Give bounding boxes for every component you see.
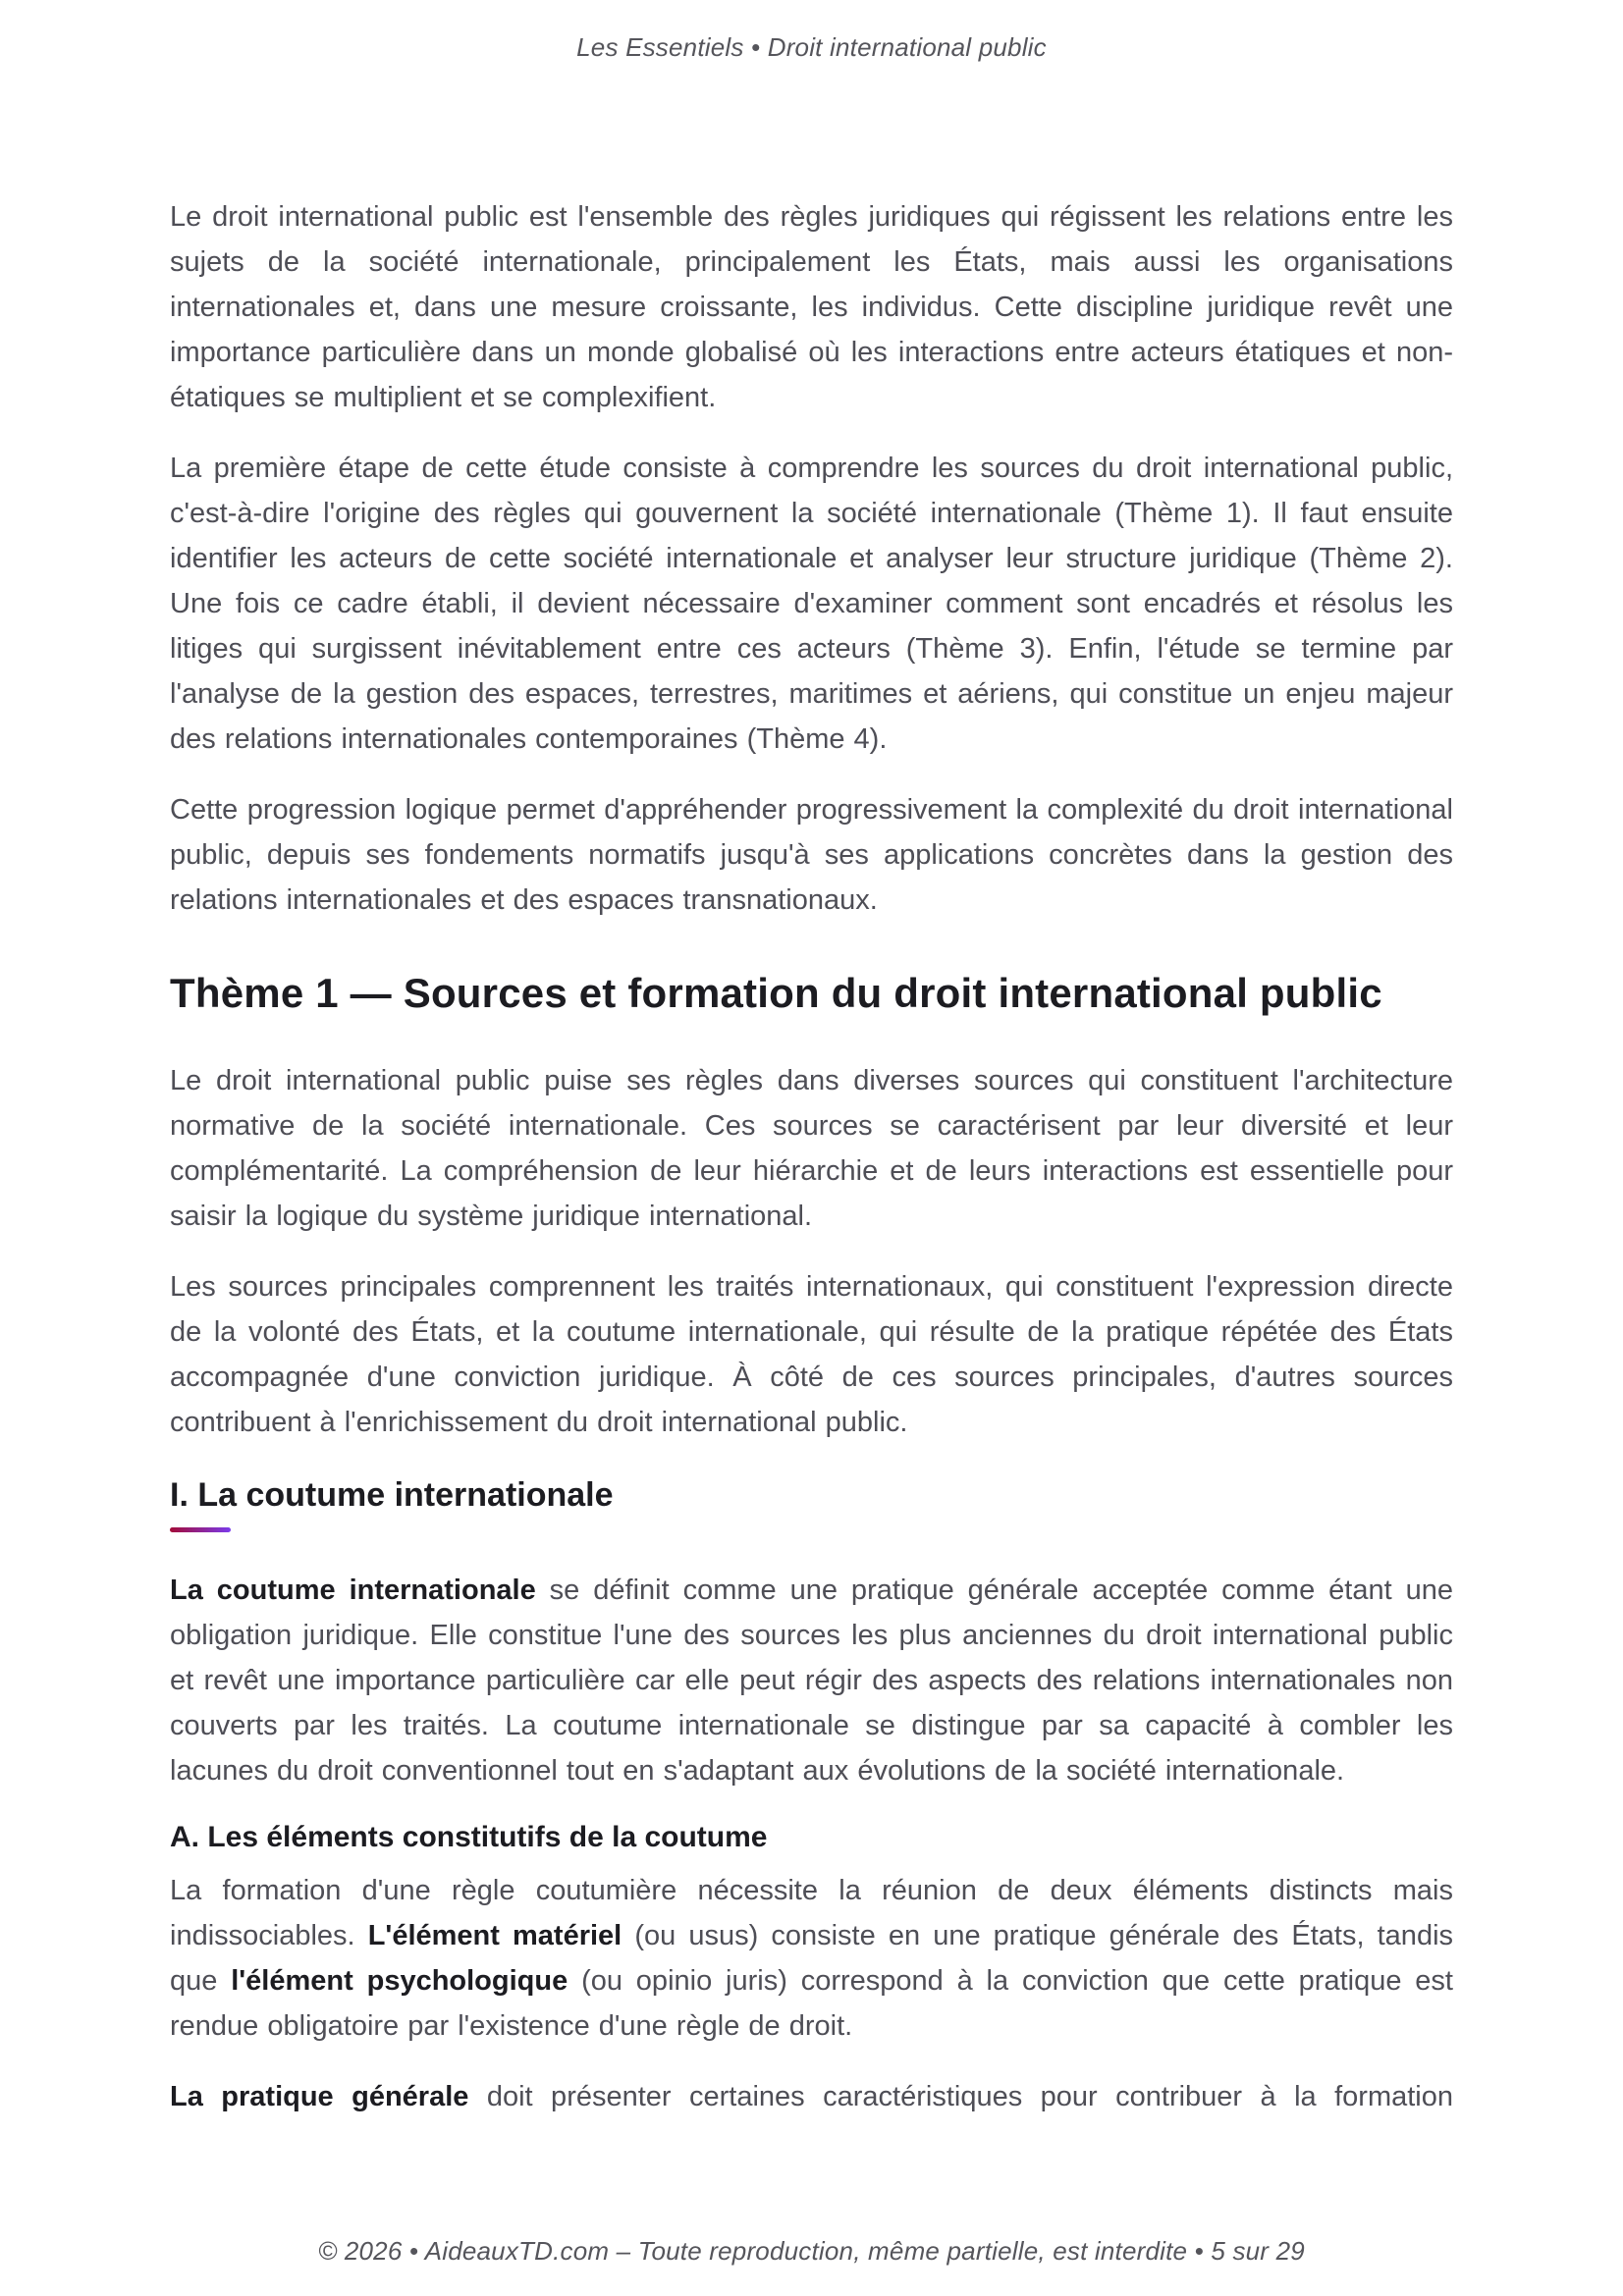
bold-text-segment: La pratique générale — [170, 2081, 469, 2112]
text-segment: (ou usus) consiste en une pratique générale des États, tandis que — [170, 1920, 1454, 1997]
theme-intro-paragraph-1 — [170, 1058, 1453, 1239]
text-segment: (ou opinio juris) correspond à la conviction que cette pratique est rendue obligatoire par l'existence d'une règle de droit. — [170, 1965, 1453, 2042]
text-segment: La formation d'une règle coutumière nécessite la réunion de deux éléments distincts mais indissociables. — [170, 1875, 1453, 1951]
subsection-a-heading: A. Les éléments constitutifs de la coutume — [170, 1821, 768, 1853]
heading-accent-underline — [170, 1527, 231, 1532]
elements-constitutifs-paragraph — [170, 1868, 1453, 2049]
coutume-definition-paragraph — [170, 1568, 1453, 1793]
page-footer: © 2026 • AideauxTD.com – Toute reproduction, même partielle, est interdite • 5 sur 29 — [318, 2236, 1305, 2266]
pratique-generale-paragraph — [170, 2074, 1453, 2119]
running-header: Les Essentiels • Droit international public — [576, 32, 1047, 62]
theme-intro-paragraph-2 — [170, 1264, 1453, 1445]
intro-paragraph-1 — [170, 194, 1453, 420]
theme-1-heading: Thème 1 — Sources et formation du droit international public — [170, 970, 1382, 1016]
text-segment: Cette progression logique permet d'appréhender progressivement la complexité du droit international public, depuis ses fondements normatifs jusqu'à ses applications concrètes dans la gestion des relations internationales et des espaces transnationaux. — [170, 794, 1453, 916]
bold-text-segment: La coutume internationale — [170, 1575, 536, 1606]
text-segment: Le droit international public puise ses règles dans diverses sources qui constituent l'architecture normative de la société internationale. Ces sources se caractérisent par leur diversité et leur complémentarité. La compréhension de leur hiérarchie et de leurs interactions est essentielle pour saisir la logique du système juridique international. — [170, 1065, 1453, 1232]
text-segment: Les sources principales comprennent les traités internationaux, qui constituent l'expression directe de la volonté des États, et la coutume internationale, qui résulte de la pratique répétée des États accompagnée d'une conviction juridique. À côté de ces sources principales, d'autres sources contribuent à l'enrichissement du droit international public. — [170, 1271, 1453, 1438]
bold-text-segment: L'élément matériel — [367, 1920, 622, 1951]
text-segment: doit présenter certaines caractéristiques pour contribuer à la formation — [468, 2081, 1453, 2112]
text-segment: Le droit international public est l'ensemble des règles juridiques qui régissent les relations entre les sujets de la société internationale, principalement les États, mais aussi les organisations internationales et, dans une mesure croissante, les individus. Cette discipline juridique revêt une importance particulière dans un monde globalisé où les interactions entre acteurs étatiques et non-étatiques se multiplient et se complexifient. — [170, 201, 1453, 413]
text-segment: La première étape de cette étude consiste à comprendre les sources du droit international public, c'est-à-dire l'origine des règles qui gouvernent la société internationale (Thème 1). Il faut ensuite identifier les acteurs de cette société internationale et analyser leur structure juridique (Thème 2). Une fois ce cadre établi, il devient nécessaire d'examiner comment sont encadrés et résolus les litiges qui surgissent inévitablement entre ces acteurs (Thème 3). Enfin, l'étude se termine par l'analyse de la gestion des espaces, terrestres, maritimes et aériens, qui constitue un enjeu majeur des relations internationales contemporaines (Thème 4). — [170, 453, 1453, 755]
intro-paragraph-3 — [170, 787, 1453, 923]
section-1-heading: I. La coutume internationale — [170, 1476, 614, 1514]
intro-paragraph-2 — [170, 446, 1453, 762]
bold-text-segment: l'élément psychologique — [231, 1965, 568, 1997]
text-segment: se définit comme une pratique générale acceptée comme étant une obligation juridique. Elle constitue l'une des sources les plus anciennes du droit international public et revêt une importance particulière car elle peut régir des aspects des relations internationales non couverts par les traités. La coutume internationale se distingue par sa capacité à combler les lacunes du droit conventionnel tout en s'adaptant aux évolutions de la société internationale. — [170, 1575, 1453, 1787]
